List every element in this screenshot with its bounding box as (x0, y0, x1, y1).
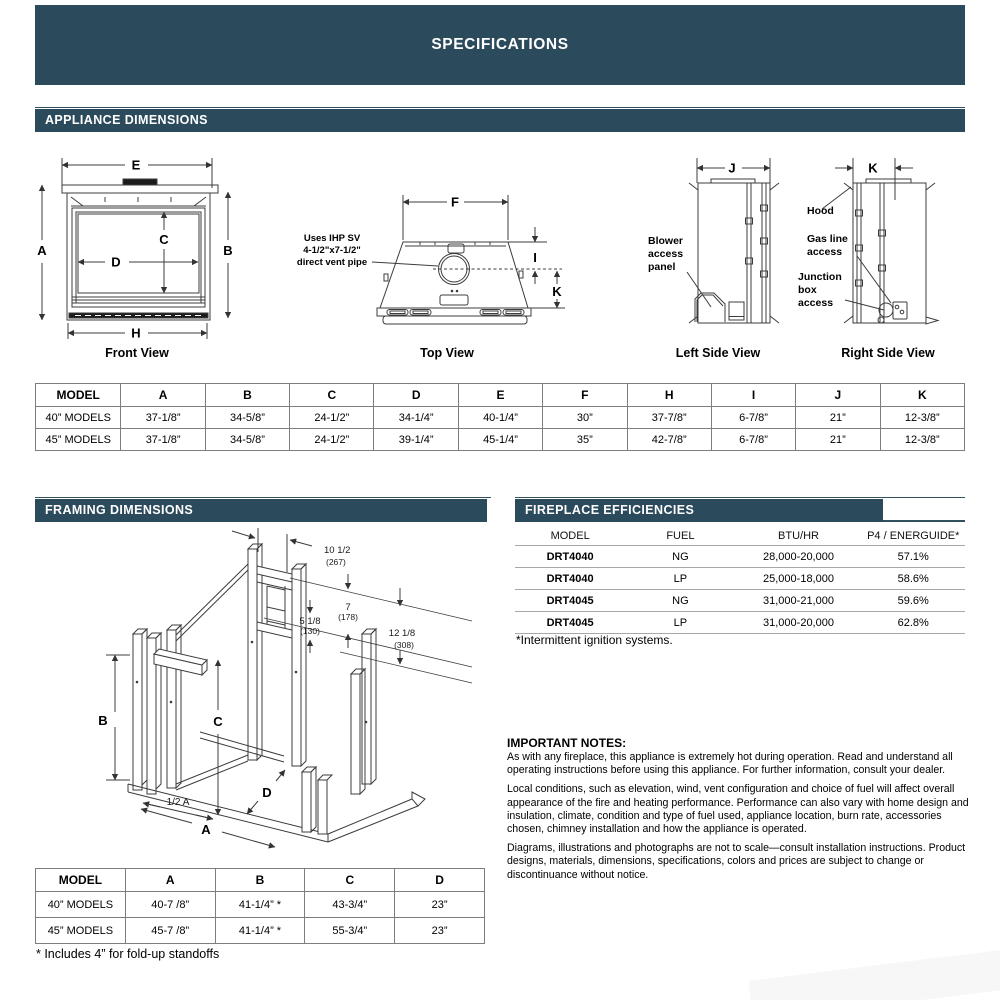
top-dim-f: F (451, 194, 459, 210)
table-cell: 40” MODELS (36, 892, 126, 918)
gas-line-label-line2: access (807, 246, 843, 258)
table-cell: 40-7 /8” (125, 892, 215, 918)
top-view-caption: Top View (420, 346, 474, 360)
table-header-row (515, 527, 965, 546)
table-cell: 12-3/8” (880, 407, 964, 429)
efficiencies-section-rule (515, 497, 965, 498)
front-view-caption: Front View (105, 346, 169, 360)
column-header: C (305, 869, 395, 892)
framing-dim-b: B (98, 713, 108, 728)
table-cell: 43-3/4” (305, 892, 395, 918)
table-row (515, 612, 965, 634)
table-cell: 41-1/4” * (215, 892, 305, 918)
column-header: B (205, 384, 289, 407)
table-cell: 31,000-20,000 (736, 612, 862, 634)
table-cell: 21” (796, 407, 880, 429)
important-notes-paragraph: Local conditions, such as elevation, wind, vent configuration and choice of fuel will affect overall appearance of the fire and heating performance. Performance can also vary with home design and insulation, climate, condition and type of fuel used, appliance location, burn rate, accessories chosen, chimney installation and how the appliance is operated. (507, 783, 969, 836)
front-dim-d: D (111, 254, 121, 270)
junction-label-line2: box (798, 284, 817, 296)
appliance-section-header: APPLIANCE DIMENSIONS (35, 109, 965, 132)
table-cell: 55-3/4” (305, 918, 395, 944)
framing-dimensions-drawing (40, 522, 480, 854)
framing-dim-10-1-2: 10 1/2 (324, 545, 351, 556)
framing-dim-7: 7 (345, 602, 351, 613)
vent-pipe-note-line2: 4-1/2"x7-1/2" (303, 245, 361, 256)
hood-label: Hood (807, 205, 834, 217)
left-side-view-lines (687, 158, 779, 323)
front-view-lines (42, 158, 228, 339)
table-cell: 30” (543, 407, 627, 429)
table-cell: DRT4040 (515, 546, 625, 568)
table-cell: 39-1/4” (374, 429, 458, 451)
appliance-views-drawing (35, 150, 965, 370)
table-cell: DRT4045 (515, 590, 625, 612)
column-header: F (543, 384, 627, 407)
table-cell: 59.6% (862, 590, 966, 612)
blower-label-line3: panel (648, 261, 676, 273)
column-header: MODEL (36, 384, 121, 407)
table-cell: 28,000-20,000 (736, 546, 862, 568)
table-cell: 57.1% (862, 546, 966, 568)
front-dim-a: A (37, 243, 47, 258)
table-cell: DRT4045 (515, 612, 625, 634)
table-cell: 23” (395, 918, 485, 944)
table-cell: NG (625, 590, 735, 612)
table-cell: 34-1/4” (374, 407, 458, 429)
front-dim-c: C (159, 232, 169, 247)
table-cell: 37-7/8” (627, 407, 711, 429)
table-cell: 45-7 /8” (125, 918, 215, 944)
efficiency-footnote: *Intermittent ignition systems. (516, 633, 673, 647)
framing-dim-178mm: (178) (338, 612, 358, 622)
table-cell: 25,000-18,000 (736, 568, 862, 590)
table-cell: 31,000-21,000 (736, 590, 862, 612)
table-header-row (36, 384, 965, 407)
table-cell: NG (625, 546, 735, 568)
fireplace-efficiencies-table (515, 527, 965, 634)
framing-section-rule (35, 497, 491, 498)
vent-pipe-note-line3: direct vent pipe (296, 257, 368, 268)
table-cell: 34-5/8” (205, 407, 289, 429)
table-cell: 45” MODELS (36, 918, 126, 944)
table-row (515, 590, 965, 612)
column-header: E (458, 384, 542, 407)
column-header: H (627, 384, 711, 407)
column-header: BTU/HR (736, 527, 862, 546)
important-notes-paragraph: Diagrams, illustrations and photographs are not to scale—consult installation instructions. Product designs, materials, dimensions, specifications, colors and prices are subject to change or discontinuance without notice. (507, 842, 966, 881)
front-dim-e: E (131, 157, 141, 173)
column-header: MODEL (515, 527, 625, 546)
specifications-banner (35, 5, 965, 85)
important-notes-heading: IMPORTANT NOTES: (507, 736, 627, 750)
table-cell: 6-7/8” (711, 407, 795, 429)
framing-dim-d: D (262, 785, 272, 800)
right-dim-k: K (868, 160, 878, 176)
framing-footnote: * Includes 4” for fold-up standoffs (36, 947, 220, 961)
junction-label-line3: access (798, 297, 834, 309)
vent-pipe-note-line1: Uses IHP SV (303, 233, 361, 244)
top-dim-k: K (552, 284, 562, 299)
table-row (515, 546, 965, 568)
table-cell: 62.8% (862, 612, 966, 634)
column-header: D (395, 869, 485, 892)
column-header: MODEL (36, 869, 126, 892)
table-cell: 37-1/8” (121, 407, 205, 429)
column-header: D (374, 384, 458, 407)
table-cell: 40” MODELS (36, 407, 121, 429)
column-header: B (215, 869, 305, 892)
table-row (36, 429, 965, 451)
table-cell: 42-7/8” (627, 429, 711, 451)
framing-dim-c: C (213, 714, 223, 729)
table-cell: 45” MODELS (36, 429, 121, 451)
important-notes (507, 736, 969, 888)
table-cell: DRT4040 (515, 568, 625, 590)
junction-label-line1: Junction (798, 271, 842, 283)
table-cell: 45-1/4” (458, 429, 542, 451)
left-dim-j: J (728, 160, 736, 176)
gas-line-label-line1: Gas line (807, 233, 848, 245)
table-cell: LP (625, 568, 735, 590)
table-cell: 24-1/2” (290, 429, 374, 451)
table-cell: 21” (796, 429, 880, 451)
front-dim-h: H (131, 325, 141, 341)
framing-dim-a: A (201, 822, 211, 837)
column-header: I (711, 384, 795, 407)
table-cell: 12-3/8” (880, 429, 964, 451)
front-dim-b: B (223, 243, 233, 258)
table-row (36, 918, 485, 944)
appliance-section-rule (35, 107, 965, 108)
column-header: A (121, 384, 205, 407)
framing-dim-half-a: 1/2 A (166, 797, 190, 808)
column-header: C (290, 384, 374, 407)
efficiencies-section-header: FIREPLACE EFFICIENCIES (515, 499, 883, 522)
table-row (515, 568, 965, 590)
framing-drawing-lines (106, 528, 472, 847)
top-dim-i: I (533, 250, 537, 265)
blower-label-line2: access (648, 248, 684, 260)
framing-dim-267mm: (267) (326, 557, 346, 567)
table-cell: 58.6% (862, 568, 966, 590)
table-cell: LP (625, 612, 735, 634)
column-header: A (125, 869, 215, 892)
table-row (36, 892, 485, 918)
framing-dim-130mm: (130) (300, 626, 320, 636)
table-row (36, 407, 965, 429)
table-cell: 37-1/8” (121, 429, 205, 451)
column-header: FUEL (625, 527, 735, 546)
column-header: K (880, 384, 964, 407)
table-header-row (36, 869, 485, 892)
column-header: P4 / ENERGUIDE* (862, 527, 966, 546)
framing-dim-5-1-8: 5 1/8 (299, 616, 321, 627)
important-notes-paragraph: As with any fireplace, this appliance is extremely hot during operation. Read and understand all operating instructions before using this appliance. For further information, consult your dealer. (507, 751, 953, 777)
page-corner-watermark (749, 949, 1000, 1000)
framing-dimensions-table (35, 868, 485, 944)
table-cell: 23” (395, 892, 485, 918)
framing-dim-12-1-8: 12 1/8 (388, 628, 416, 639)
framing-section-header: FRAMING DIMENSIONS (35, 499, 487, 522)
right-view-caption: Right Side View (841, 346, 935, 360)
table-cell: 35” (543, 429, 627, 451)
blower-label-line1: Blower (648, 235, 684, 247)
table-cell: 24-1/2” (290, 407, 374, 429)
table-cell: 41-1/4” * (215, 918, 305, 944)
appliance-dimensions-table (35, 383, 965, 451)
table-cell: 40-1/4” (458, 407, 542, 429)
framing-dim-308mm: (308) (394, 640, 414, 650)
left-view-caption: Left Side View (675, 346, 761, 360)
efficiencies-header-rule-right (883, 520, 965, 522)
column-header: J (796, 384, 880, 407)
page-title: SPECIFICATIONS (431, 36, 569, 53)
table-cell: 34-5/8” (205, 429, 289, 451)
table-cell: 6-7/8” (711, 429, 795, 451)
